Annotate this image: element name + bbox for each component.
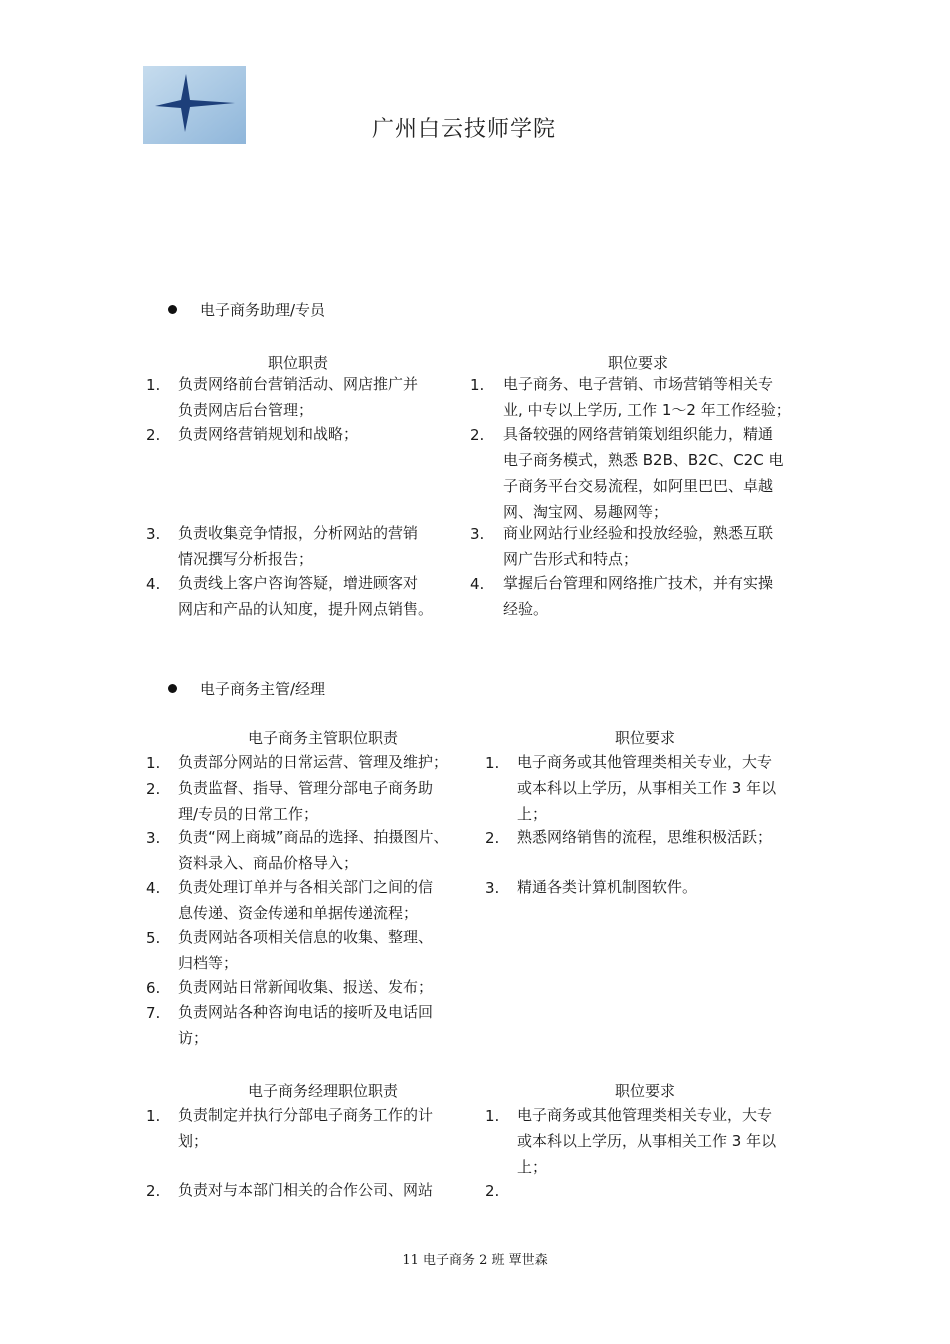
column-heading-manager-requirements: 职位要求	[614, 1082, 675, 1100]
bullet-icon	[168, 684, 177, 693]
section-heading-assistant	[168, 299, 325, 320]
list-item: 负责网站各项相关信息的收集、整理、 归档等；	[178, 928, 434, 972]
bullet-icon	[168, 305, 177, 314]
section-title: 电子商务主管/经理	[200, 680, 326, 698]
list-number: 2.	[485, 829, 500, 847]
column-heading-requirements: 职位要求	[607, 354, 668, 372]
list-number: 4.	[146, 575, 161, 593]
school-logo	[143, 66, 246, 144]
section-heading-manager	[168, 678, 325, 699]
list-item: 负责线上客户咨询答疑，增进顾客对 网店和产品的认知度，提升网点销售。	[178, 574, 434, 618]
list-item: 负责处理订单并与各相关部门之间的信 息传递、资金传递和单据传递流程；	[178, 878, 434, 922]
list-number: 2.	[146, 426, 161, 444]
list-number: 1.	[470, 376, 485, 394]
list-item: 负责网站日常新闻收集、报送、发布；	[178, 978, 434, 996]
list-number: 5.	[146, 929, 161, 947]
list-item: 负责网站各种咨询电话的接听及电话回 访；	[178, 1003, 434, 1047]
list-number: 3.	[470, 525, 485, 543]
page-footer: 11 电子商务 2 班 覃世森	[402, 1253, 548, 1268]
list-item: 负责对与本部门相关的合作公司、网站	[178, 1181, 434, 1199]
list-item: 精通各类计算机制图软件。	[517, 878, 698, 896]
list-item: 负责监督、指导、管理分部电子商务助 理/专员的日常工作；	[178, 779, 434, 823]
list-number: 3.	[146, 829, 161, 847]
column-heading-duties: 职位职责	[267, 354, 328, 372]
list-number: 3.	[146, 525, 161, 543]
section-title: 电子商务助理/专员	[200, 301, 326, 319]
list-number: 3.	[485, 879, 500, 897]
list-number: 2.	[146, 1182, 161, 1200]
column-heading-duties: 电子商务主管职位职责	[247, 729, 398, 747]
school-name: 广州白云技师学院	[372, 117, 557, 142]
list-number: 1.	[485, 754, 500, 772]
list-number: 1.	[146, 1107, 161, 1125]
list-item: 电子商务、电子营销、市场营销等相关专 业, 中专以上学历, 工作 1～2 年工作经验；	[503, 375, 791, 419]
list-number: 6.	[146, 979, 161, 997]
list-item: 商业网站行业经验和投放经验，熟悉互联 网广告形式和特点；	[503, 524, 774, 568]
list-item: 负责收集竞争情报，分析网站的营销 情况撰写分析报告；	[178, 524, 419, 568]
column-heading-requirements: 职位要求	[614, 729, 675, 747]
list-item: 具备较强的网络营销策划组织能力，精通 电子商务模式，熟悉 B2B、B2C、C2C 电 子商务平台交易流程，如阿里巴巴、卓越 网、淘宝网、易趣网等；	[503, 425, 784, 521]
list-number: 2.	[485, 1182, 500, 1200]
list-item: 电子商务或其他管理类相关专业，大专 或本科以上学历，从事相关工作 3 年以 上；	[517, 753, 777, 823]
list-item: 熟悉网络销售的流程，思维积极活跃；	[517, 828, 773, 846]
column-heading-manager-duties: 电子商务经理职位职责	[247, 1082, 398, 1100]
list-number: 4.	[470, 575, 485, 593]
list-item: 电子商务或其他管理类相关专业，大专 或本科以上学历，从事相关工作 3 年以 上；	[517, 1106, 777, 1176]
list-item: 负责网络前台营销活动、网店推广并 负责网店后台管理；	[178, 375, 419, 419]
list-number: 4.	[146, 879, 161, 897]
list-item: 负责网络营销规划和战略；	[178, 425, 359, 443]
list-number: 1.	[485, 1107, 500, 1125]
list-number: 1.	[146, 754, 161, 772]
list-item: 负责制定并执行分部电子商务工作的计 划；	[178, 1106, 434, 1150]
list-number: 1.	[146, 376, 161, 394]
list-number: 2.	[146, 780, 161, 798]
list-number: 7.	[146, 1004, 161, 1022]
list-item: 负责“网上商城”商品的选择、拍摄图片、 资料录入、商品价格导入；	[178, 828, 449, 872]
list-item: 负责部分网站的日常运营、管理及维护；	[178, 753, 449, 771]
list-item: 掌握后台管理和网络推广技术，并有实操 经验。	[503, 574, 774, 618]
list-number: 2.	[470, 426, 485, 444]
